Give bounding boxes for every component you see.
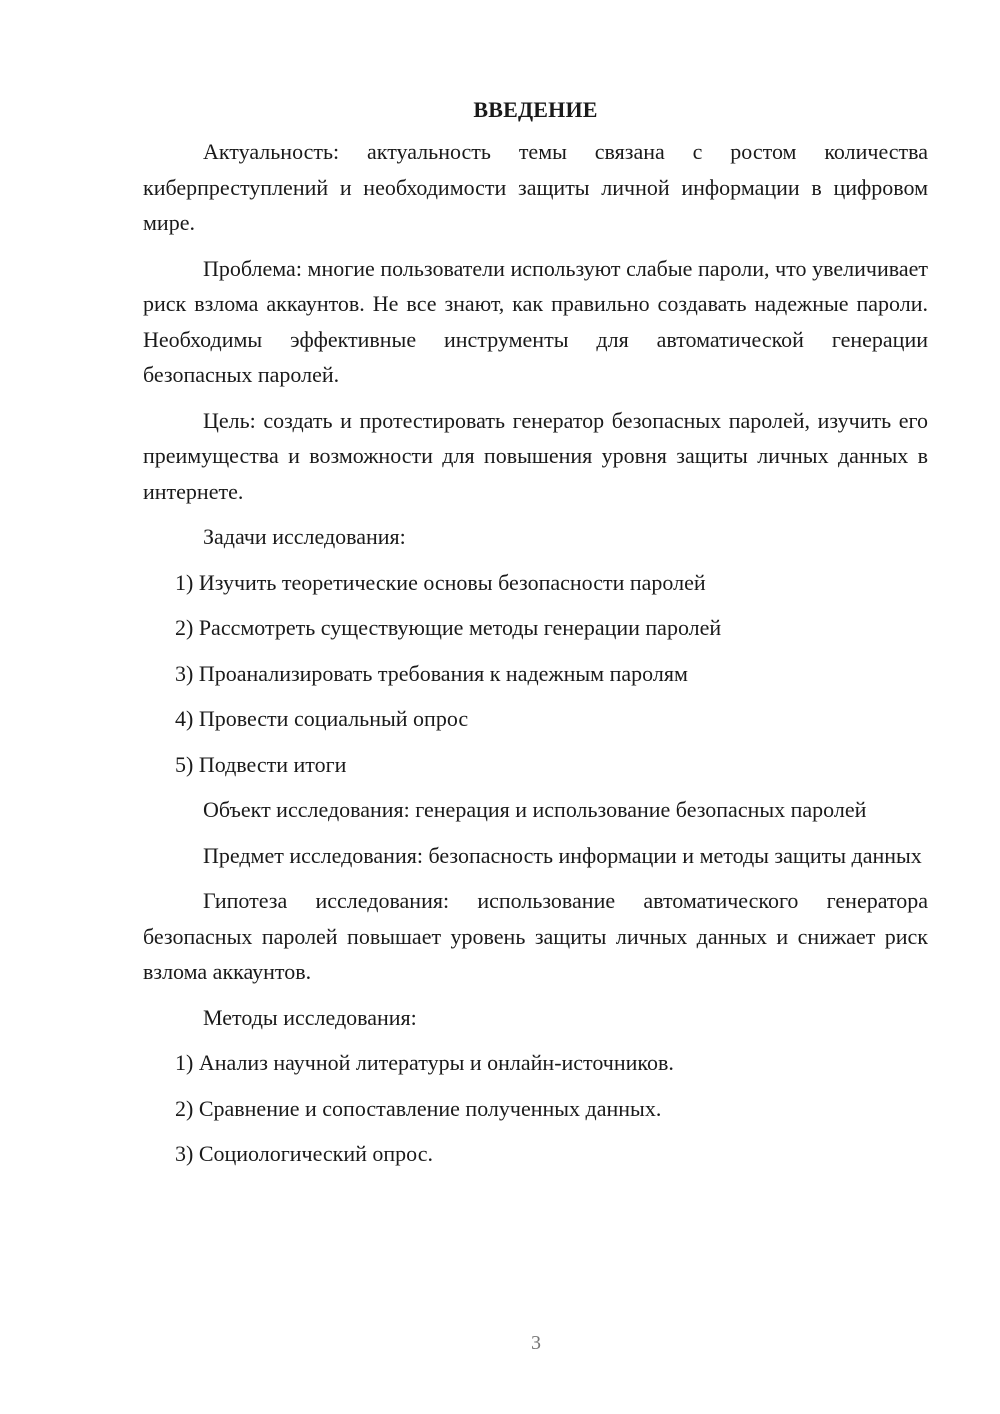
list-item: 2) Сравнение и сопоставление полученных данных. xyxy=(175,1095,662,1121)
methods-list xyxy=(143,1045,928,1172)
relevance-paragraph: Актуальность: актуальность темы связана с ростом количества киберпреступлений и необходимости защиты личной информации в цифровом мире. xyxy=(143,139,928,235)
tasks-list xyxy=(143,565,928,783)
list-item: 3) Проанализировать требования к надежным паролям xyxy=(175,660,688,686)
object-paragraph: Объект исследования: генерация и использование безопасных паролей xyxy=(203,797,867,822)
list-item: 1) Изучить теоретические основы безопасности паролей xyxy=(175,569,706,595)
list-item: 2) Рассмотреть существующие методы генерации паролей xyxy=(175,615,722,640)
subject-paragraph: Предмет исследования: безопасность информации и методы защиты данных xyxy=(203,842,922,868)
hypothesis-paragraph: Гипотеза исследования: использование автоматического генератора безопасных паролей повышает уровень защиты личных данных и снижает риск взлома аккаунтов. xyxy=(143,888,928,984)
goal-paragraph: Цель: создать и протестировать генератор безопасных паролей, изучить его преимущества и возможности для повышения уровня защиты личных данных в интернете. xyxy=(143,407,928,504)
list-item: 4) Провести социальный опрос xyxy=(175,706,469,731)
methods-heading: Методы исследования: xyxy=(203,1004,417,1030)
document-page xyxy=(143,92,928,1182)
page-number: 3 xyxy=(531,1332,541,1354)
problem-paragraph: Проблема: многие пользователи используют слабые пароли, что увеличивает риск взлома аккаунтов. Не все знают, как правильно создавать надежные пароли. Необходимы эффективные инструменты для автоматической генерации безопасных паролей. xyxy=(143,255,928,387)
list-item: 5) Подвести итоги xyxy=(175,751,347,777)
list-item: 1) Анализ научной литературы и онлайн-источников. xyxy=(175,1050,674,1075)
page-title: ВВЕДЕНИЕ xyxy=(473,97,598,122)
tasks-heading: Задачи исследования: xyxy=(203,524,406,549)
list-item: 3) Социологический опрос. xyxy=(175,1141,433,1166)
